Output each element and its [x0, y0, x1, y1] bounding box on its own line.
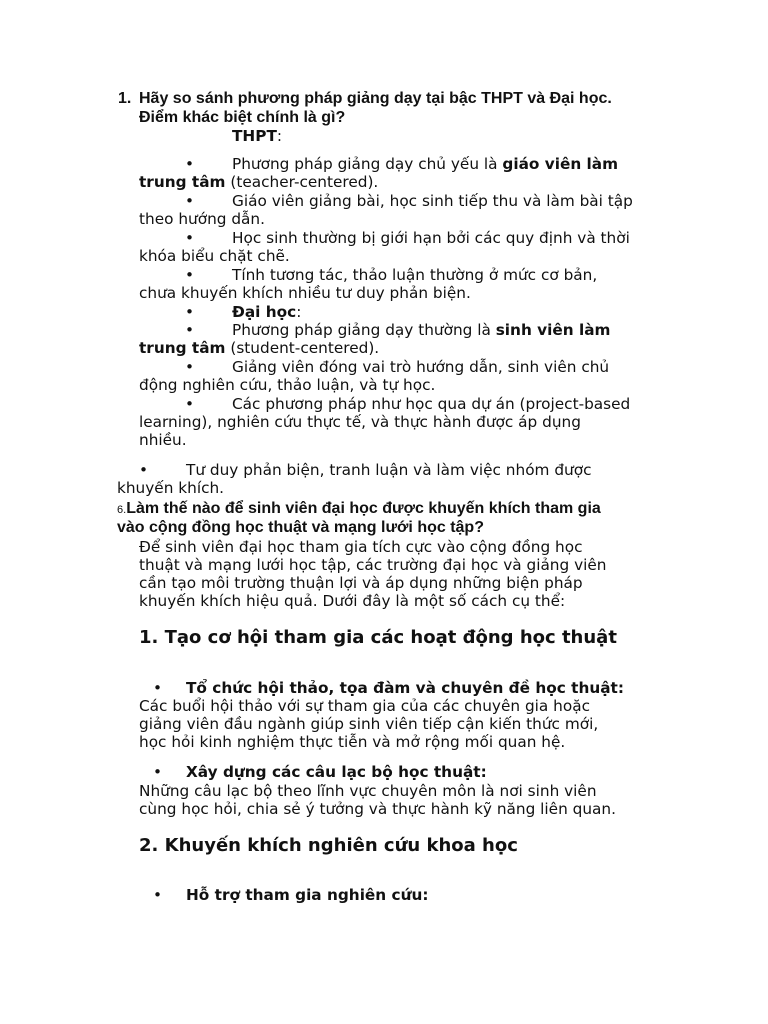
- thpt-heading: [232, 127, 282, 145]
- question-1-line-1: Hãy so sánh phương pháp giảng dạy tại bậc THPT và Đại học.: [139, 90, 612, 107]
- bullet-icon: •: [185, 266, 195, 284]
- section-1-heading: 1. Tạo cơ hội tham gia các hoạt động học thuật: [139, 627, 617, 648]
- paragraph-line: cùng học hỏi, chia sẻ ý tưởng và thực hành kỹ năng liên quan.: [139, 800, 616, 818]
- intro-line: cần tạo môi trường thuận lợi và áp dụng những biện pháp: [139, 574, 583, 592]
- bullet-icon: •: [185, 303, 195, 321]
- subheading-text: Xây dựng các câu lạc bộ học thuật:: [186, 763, 487, 781]
- list-item: [139, 192, 699, 232]
- subheading-text: Hỗ trợ tham gia nghiên cứu:: [186, 886, 429, 904]
- item-text: Giáo viên giảng bài, học sinh tiếp thu và làm bài tập: [232, 192, 633, 210]
- list-item: [139, 155, 699, 195]
- thpt-suffix: :: [276, 127, 283, 145]
- item-text: Tư duy phản biện, tranh luận và làm việc nhóm được: [186, 461, 592, 479]
- bullet-icon: •: [153, 763, 163, 781]
- paragraph-line: Những câu lạc bộ theo lĩnh vực chuyên môn là nơi sinh viên: [139, 782, 597, 800]
- item-text: Giảng viên đóng vai trò hướng dẫn, sinh viên chủ: [232, 358, 610, 376]
- list-item: [139, 358, 699, 398]
- item-text: (student-centered).: [225, 339, 380, 357]
- list-item: [139, 303, 699, 323]
- question-6-number: 6.: [117, 504, 127, 516]
- item-text: Tính tương tác, thảo luận thường ở mức cơ bản,: [232, 266, 598, 284]
- bullet-icon: •: [185, 358, 195, 376]
- section-2-subheading: [139, 886, 719, 906]
- item-text: theo hướng dẫn.: [139, 210, 265, 228]
- item-text: Phương pháp giảng dạy thường là: [232, 321, 496, 339]
- intro-line: thuật và mạng lưới học tập, các trường đại học và giảng viên: [139, 556, 607, 574]
- thpt-label: THPT: [232, 127, 277, 145]
- bullet-icon: •: [185, 155, 195, 173]
- bullet-icon: •: [153, 679, 163, 697]
- item-text: Học sinh thường bị giới hạn bởi các quy định và thời: [232, 229, 630, 247]
- question-6-line-2: vào cộng đồng học thuật và mạng lưới học tập?: [117, 519, 484, 536]
- dai-hoc-label: Đại học: [232, 303, 297, 321]
- item-text: (teacher-centered).: [225, 173, 379, 191]
- item-text: khuyến khích.: [117, 479, 225, 497]
- intro-line: khuyến khích hiệu quả. Dưới đây là một số cách cụ thể:: [139, 592, 566, 610]
- item-text: Các phương pháp như học qua dự án (project-based: [232, 395, 631, 413]
- paragraph-line: học hỏi kinh nghiệm thực tiễn và mở rộng mối quan hệ.: [139, 733, 566, 751]
- intro-line: Để sinh viên đại học tham gia tích cực vào cộng đồng học: [139, 538, 583, 556]
- question-1-line-2: Điểm khác biệt chính là gì?: [139, 109, 346, 126]
- section-2-heading: 2. Khuyến khích nghiên cứu khoa học: [139, 835, 518, 856]
- item-text: động nghiên cứu, thảo luận, và tự học.: [139, 376, 436, 394]
- question-6-text: Làm thế nào để sinh viên đại học được khuyến khích tham gia: [126, 500, 601, 517]
- paragraph-line: Các buổi hội thảo với sự tham gia của các chuyên gia hoặc: [139, 697, 590, 715]
- item-text: chưa khuyến khích nhiều tư duy phản biện.: [139, 284, 471, 302]
- list-item: [117, 461, 697, 501]
- item-text: learning), nghiên cứu thực tế, và thực hành được áp dụng: [139, 413, 581, 431]
- section-1-subheading: [139, 679, 719, 699]
- item-bold: trung tâm: [139, 339, 226, 357]
- list-item: [139, 395, 719, 453]
- item-text: nhiều.: [139, 431, 187, 449]
- item-text: Phương pháp giảng dạy chủ yếu là: [232, 155, 503, 173]
- list-item: [139, 266, 699, 306]
- item-bold: trung tâm: [139, 173, 226, 191]
- item-bold: sinh viên làm: [495, 321, 611, 339]
- item-text: khóa biểu chặt chẽ.: [139, 247, 290, 265]
- item-bold: giáo viên làm: [502, 155, 619, 173]
- item-text: :: [296, 303, 302, 321]
- question-1-number: 1.: [118, 90, 132, 107]
- bullet-icon: •: [139, 461, 149, 479]
- section-1-subheading: [139, 763, 719, 783]
- list-item: [139, 321, 699, 361]
- subheading-text: Tổ chức hội thảo, tọa đàm và chuyên đề học thuật:: [186, 679, 624, 697]
- bullet-icon: •: [153, 886, 163, 904]
- bullet-icon: •: [185, 321, 195, 339]
- question-6-line-1: [117, 499, 601, 520]
- bullet-icon: •: [185, 192, 195, 210]
- bullet-icon: •: [185, 229, 195, 247]
- list-item: [139, 229, 699, 269]
- bullet-icon: •: [185, 395, 195, 413]
- paragraph-line: giảng viên đầu ngành giúp sinh viên tiếp cận kiến thức mới,: [139, 715, 599, 733]
